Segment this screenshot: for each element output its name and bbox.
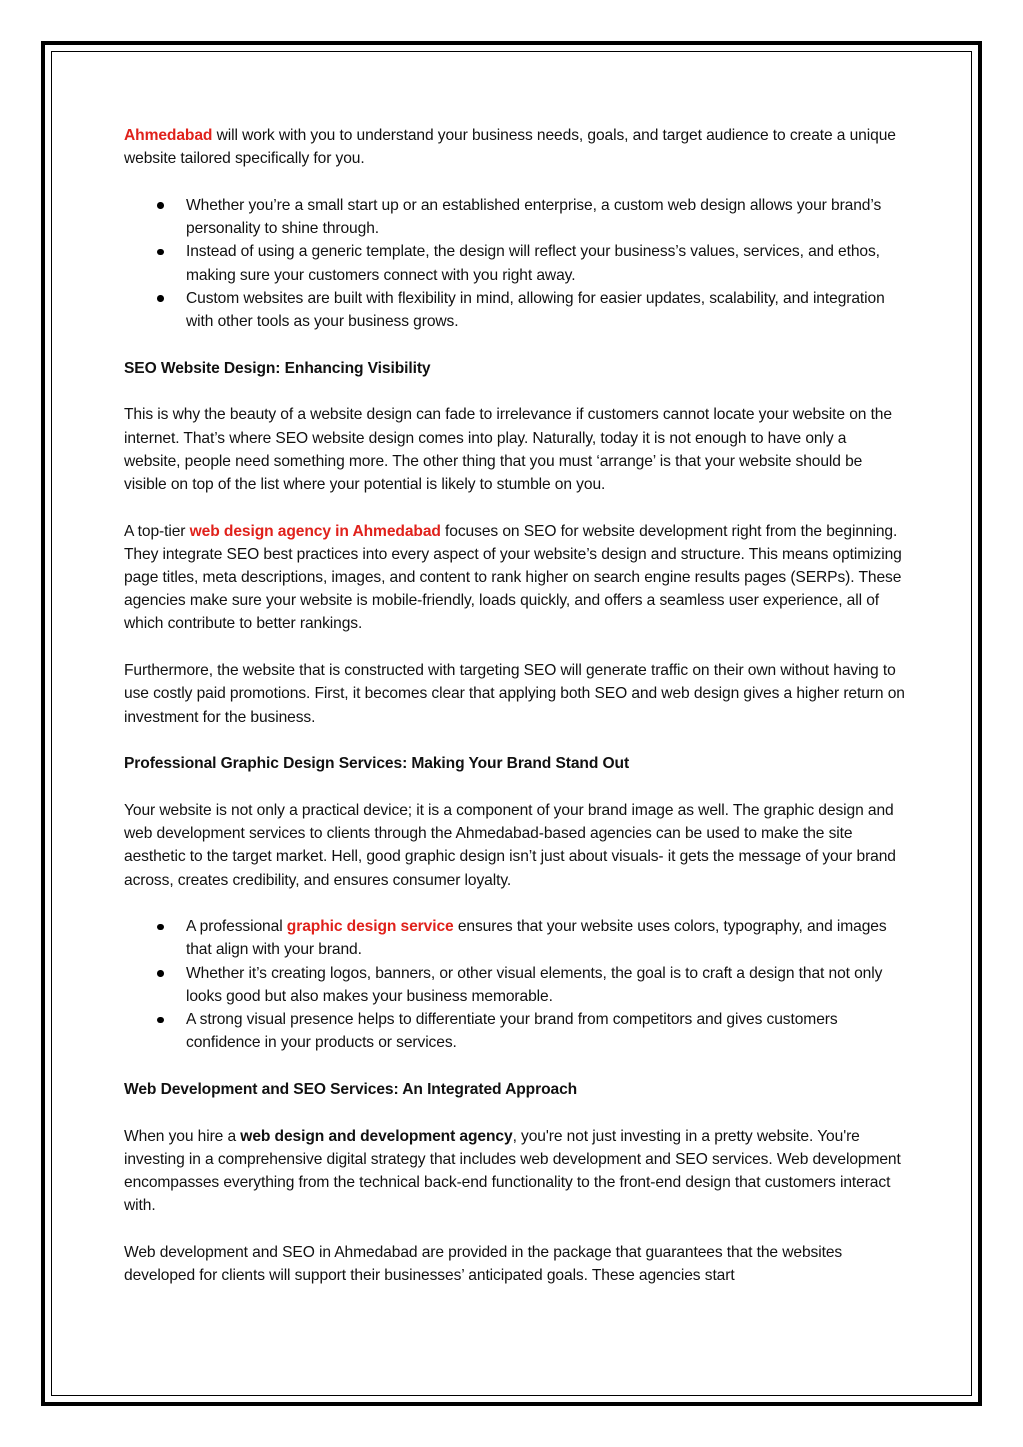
bullet-icon [157,1017,164,1024]
list-item [124,915,906,961]
bullet-icon [157,970,164,977]
ahmedabad-link[interactable]: Ahmedabad [124,127,213,144]
web-design-agency-link[interactable]: web design agency in Ahmedabad [189,522,441,540]
bullet-icon [157,924,164,931]
webdev-p1-after: , you're not just investing in a pretty website. You're investing in a comprehensive digital strategy that includes web development and SEO services. Web development encompasses everything from the technical back-end functionality to the front-end design that customers interact with. [124,1127,901,1215]
graphic-design-service-link[interactable]: graphic design service [286,918,454,936]
seo-section-heading: SEO Website Design: Enhancing Visibility [124,359,431,377]
bullet-icon [157,295,164,302]
bullet-icon [157,249,164,256]
graphic-section-heading: Professional Graphic Design Services: Making Your Brand Stand Out [124,755,630,773]
graphic-b1-before: A professional [186,918,287,936]
webdev-paragraph-1 [124,1125,906,1218]
list-item-text: Whether you’re a small start up or an established enterprise, a custom web design allows your brand’s personality to shine through. [186,196,882,238]
graphic-b1-after: ensures that your website uses colors, typography, and images that align with your brand. [186,918,887,959]
list-item [124,962,906,1008]
webdev-paragraph-2: Web development and SEO in Ahmedabad are provided in the package that guarantees that the websites developed for clients will support their businesses’ anticipated goals. These agencies start [124,1244,843,1285]
list-item-text: A strong visual presence helps to differentiate your brand from competitors and gives customers confidence in your products or services. [186,1011,838,1052]
intro-text: will work with you to understand your business needs, goals, and target audience to create a unique website tailored specifically for you. [124,127,896,168]
seo-p2-after: focuses on SEO for website development right from the beginning. They integrate SEO best practices into every aspect of your website’s design and structure. This means optimizing page titles, meta descriptions, images, and content to rank higher on search engine results pages (SERPs). These agencies make sure your website is mobile-friendly, loads quickly, and offers a seamless user experience, all of which contribute to better rankings. [124,522,902,633]
bullet-icon [157,202,164,209]
list-item [124,287,906,333]
graphic-paragraph-1: Your website is not only a practical device; it is a component of your brand image as well. The graphic design and web development services to clients through the Ahmedabad-based agencies can be used to make the site aesthetic to the target market. Hell, good graphic design isn’t just about visuals- it gets the message of your brand across, creates credibility, and ensures consumer loyalty. [124,801,896,889]
seo-paragraph-3: Furthermore, the website that is constructed with targeting SEO will generate traffic on their own without having to use costly paid promotions. First, it becomes clear that applying both SEO and web design gives a higher return on investment for the business. [124,662,905,726]
list-item [124,1008,906,1054]
seo-paragraph-2 [124,520,906,636]
list-item [124,240,906,286]
intro-paragraph [124,124,906,170]
list-item-text: Instead of using a generic template, the design will reflect your business’s values, services, and ethos, making sure your customers connect with you right away. [186,243,880,284]
custom-design-bullet-list [124,194,906,333]
seo-p2-before: A top-tier [124,522,190,540]
document-body [124,124,906,1311]
list-item-text: Custom websites are built with flexibility in mind, allowing for easier updates, scalability, and integration with other tools as your business grows. [186,289,885,330]
webdev-p1-before: When you hire a [124,1127,241,1145]
seo-paragraph-1: This is why the beauty of a website design can fade to irrelevance if customers cannot locate your website on the internet. That’s where SEO website design comes into play. Naturally, today it is not enough to have only a website, people need something more. The other thing that you must ‘arrange’ is that your website should be visible on top of the list where your potential is likely to stumble on you. [124,406,892,493]
webdev-agency-bold: web design and development agency [240,1127,513,1145]
list-item [124,194,906,240]
webdev-section-heading: Web Development and SEO Services: An Integrated Approach [124,1081,578,1098]
list-item-text: Whether it’s creating logos, banners, or other visual elements, the goal is to craft a design that not only looks good but also makes your business memorable. [186,964,883,1005]
graphic-bullet-list [124,915,906,1054]
